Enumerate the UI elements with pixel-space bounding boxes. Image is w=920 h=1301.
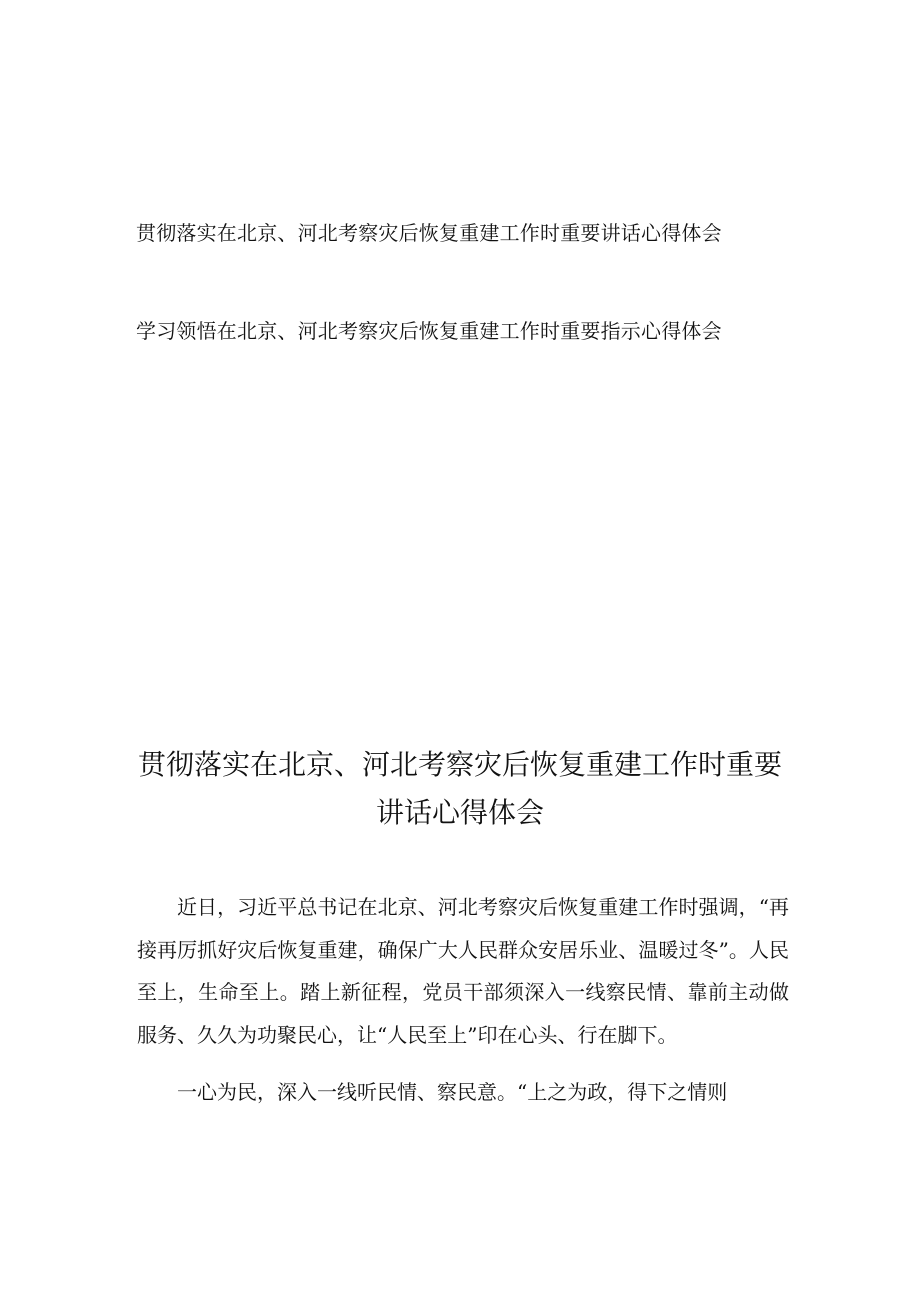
article-title-line-1: 贯彻落实在北京、河北考察灾后恢复重建工作时重要 xyxy=(137,748,782,781)
article-body xyxy=(137,886,789,1129)
article-title-line-2: 讲话心得体会 xyxy=(375,796,544,829)
paragraph-2: 一心为民，深入一线听民情、察民意。“上之为政，得下之情则 xyxy=(177,1080,728,1104)
toc-item-1: 贯彻落实在北京、河北考察灾后恢复重建工作时重要讲话心得体会 xyxy=(136,221,722,245)
article-title xyxy=(118,741,802,837)
paragraph-1: 近日，习近平总书记在北京、河北考察灾后恢复重建工作时强调，“再接再厉抓好灾后恢复重建，确保广大人民群众安居乐业、温暖过冬”。人民至上，生命至上。踏上新征程，党员干部须深入一线察民情、靠前主动做服务、久久为功聚民心，让“人民至上”印在心头、行在脚下。 xyxy=(137,895,789,1047)
toc-item-2: 学习领悟在北京、河北考察灾后恢复重建工作时重要指示心得体会 xyxy=(136,319,722,343)
